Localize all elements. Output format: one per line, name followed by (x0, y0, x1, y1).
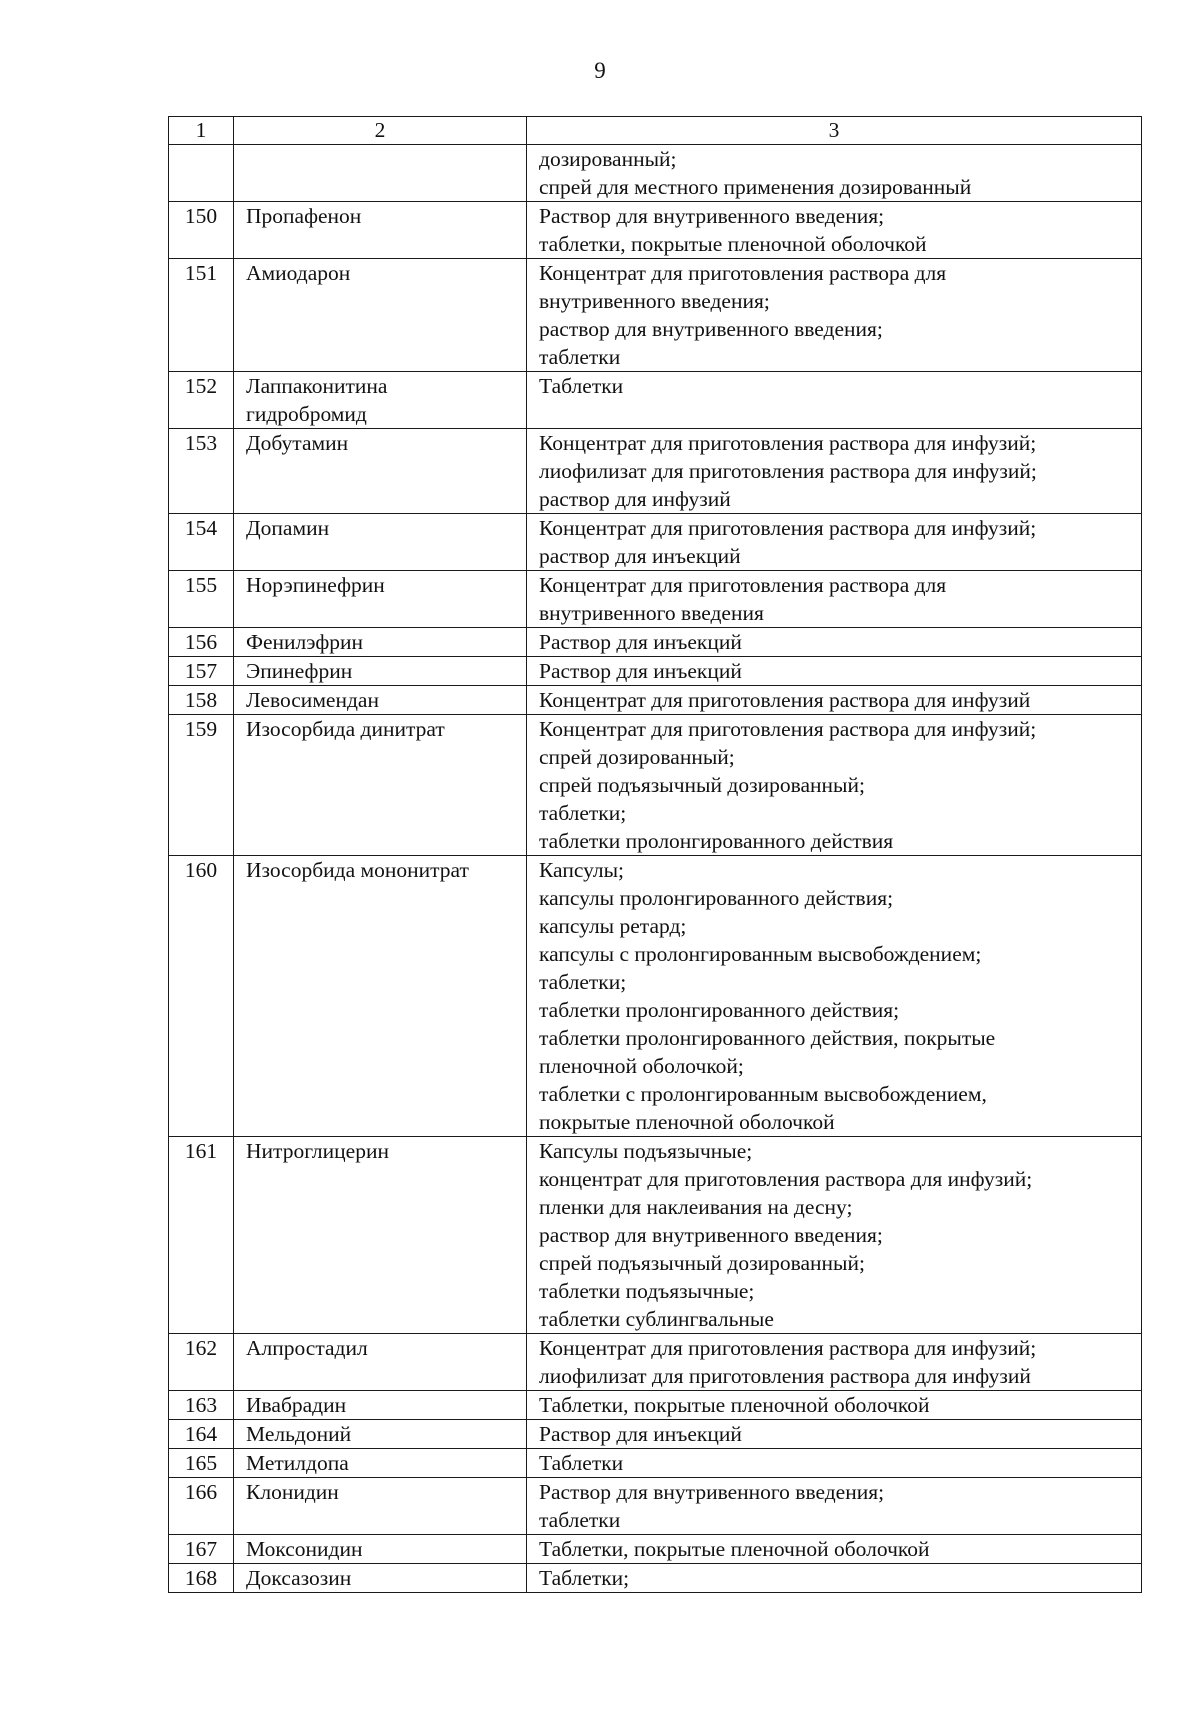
dosage-form-line: Таблетки, покрытые пленочной оболочкой (539, 1537, 930, 1561)
dosage-forms-cell (527, 202, 1142, 259)
drug-name-line: Допамин (246, 516, 330, 540)
dosage-form-line: Таблетки (539, 1451, 624, 1475)
drug-name-line: Доксазозин (246, 1566, 352, 1590)
table-row (169, 1478, 1142, 1535)
drug-name-line: Нитроглицерин (246, 1139, 389, 1163)
dosage-form-line: внутривенного введения; (539, 289, 770, 313)
dosage-form-line: Раствор для инъекций (539, 1422, 742, 1446)
row-number: 165 (169, 1449, 234, 1478)
dosage-form-line: Таблетки; (539, 1566, 630, 1590)
dosage-form-line: Раствор для внутривенного введения; (539, 1480, 885, 1504)
dosage-forms-cell (527, 1420, 1142, 1449)
table-row (169, 657, 1142, 686)
dosage-forms-cell (527, 1535, 1142, 1564)
dosage-form-line: раствор для инфузий (539, 487, 731, 511)
drug-name-cell (234, 1137, 527, 1334)
dosage-form-line: Концентрат для приготовления раствора для инфузий; (539, 431, 1037, 455)
row-number: 168 (169, 1564, 234, 1593)
dosage-form-line: пленочной оболочкой; (539, 1054, 744, 1078)
dosage-forms-cell (527, 686, 1142, 715)
dosage-forms-cell (527, 628, 1142, 657)
dosage-form-line: капсулы с пролонгированным высвобождением; (539, 942, 982, 966)
table-row (169, 259, 1142, 372)
row-number: 166 (169, 1478, 234, 1535)
dosage-form-line: таблетки (539, 1508, 621, 1532)
dosage-form-line: дозированный; (539, 147, 677, 171)
row-number: 151 (169, 259, 234, 372)
row-number: 162 (169, 1334, 234, 1391)
header-col-1: 1 (169, 117, 234, 145)
table-row (169, 686, 1142, 715)
dosage-forms-cell (527, 1478, 1142, 1535)
table-row (169, 514, 1142, 571)
page-number: 9 (594, 58, 606, 83)
drug-name-cell (234, 372, 527, 429)
drug-name-line: Ивабрадин (246, 1393, 347, 1417)
dosage-form-line: спрей дозированный; (539, 745, 735, 769)
drug-name-cell (234, 202, 527, 259)
table-row (169, 1420, 1142, 1449)
dosage-forms-cell (527, 429, 1142, 514)
dosage-form-line: спрей для местного применения дозированный (539, 175, 972, 199)
dosage-form-line: Раствор для внутривенного введения; (539, 204, 885, 228)
row-number: 154 (169, 514, 234, 571)
dosage-form-line: таблетки; (539, 970, 627, 994)
drug-name-line: Амиодарон (246, 261, 351, 285)
drug-name-cell (234, 686, 527, 715)
drug-name-cell (234, 1334, 527, 1391)
drug-name-line: Левосимендан (246, 688, 379, 712)
drug-name-cell (234, 1420, 527, 1449)
dosage-form-line: раствор для инъекций (539, 544, 741, 568)
dosage-forms-cell (527, 856, 1142, 1137)
drug-name-line: Алпростадил (246, 1336, 368, 1360)
row-number: 167 (169, 1535, 234, 1564)
dosage-form-line: Концентрат для приготовления раствора для инфузий (539, 688, 1031, 712)
table-row (169, 715, 1142, 856)
drug-name-cell (234, 1564, 527, 1593)
table-header-row (169, 117, 1142, 145)
dosage-forms-cell (527, 514, 1142, 571)
dosage-form-line: лиофилизат для приготовления раствора для инфузий (539, 1364, 1031, 1388)
drug-name-cell (234, 1391, 527, 1420)
dosage-form-line: капсулы ретард; (539, 914, 687, 938)
dosage-form-line: Капсулы подъязычные; (539, 1139, 753, 1163)
table-row (169, 628, 1142, 657)
drug-table (168, 116, 1142, 1593)
table-row (169, 372, 1142, 429)
drug-name-cell (234, 145, 527, 202)
drug-name-line: Моксонидин (246, 1537, 363, 1561)
dosage-form-line: таблетки с пролонгированным высвобождением, (539, 1082, 987, 1106)
dosage-form-line: раствор для внутривенного введения; (539, 1223, 883, 1247)
dosage-form-line: Концентрат для приготовления раствора для инфузий; (539, 516, 1037, 540)
dosage-forms-cell (527, 571, 1142, 628)
drug-name-cell (234, 259, 527, 372)
dosage-form-line: внутривенного введения (539, 601, 764, 625)
dosage-form-line: таблетки; (539, 801, 627, 825)
dosage-forms-cell (527, 657, 1142, 686)
dosage-form-line: Таблетки (539, 374, 624, 398)
dosage-forms-cell (527, 715, 1142, 856)
dosage-forms-cell (527, 259, 1142, 372)
drug-name-line: Добутамин (246, 431, 349, 455)
dosage-form-line: таблетки пролонгированного действия (539, 829, 894, 853)
dosage-form-line: концентрат для приготовления раствора для инфузий; (539, 1167, 1033, 1191)
row-number: 159 (169, 715, 234, 856)
drug-name-line: гидробромид (246, 402, 367, 426)
drug-name-cell (234, 429, 527, 514)
dosage-form-line: таблетки пролонгированного действия, покрытые (539, 1026, 996, 1050)
dosage-form-line: таблетки сублингвальные (539, 1307, 774, 1331)
row-number: 150 (169, 202, 234, 259)
drug-name-line: Изосорбида мононитрат (246, 858, 469, 882)
drug-name-line: Клонидин (246, 1480, 339, 1504)
dosage-form-line: Концентрат для приготовления раствора для инфузий; (539, 1336, 1037, 1360)
drug-name-cell (234, 715, 527, 856)
drug-name-cell (234, 571, 527, 628)
dosage-form-line: пленки для наклеивания на десну; (539, 1195, 853, 1219)
drug-name-line: Фенилэфрин (246, 630, 364, 654)
row-number: 155 (169, 571, 234, 628)
table-row (169, 429, 1142, 514)
dosage-form-line: таблетки подъязычные; (539, 1279, 755, 1303)
row-number (169, 145, 234, 202)
dosage-form-line: таблетки пролонгированного действия; (539, 998, 900, 1022)
dosage-forms-cell (527, 1137, 1142, 1334)
dosage-form-line: раствор для внутривенного введения; (539, 317, 883, 341)
row-number: 157 (169, 657, 234, 686)
table-body (169, 145, 1142, 1593)
dosage-form-line: капсулы пролонгированного действия; (539, 886, 894, 910)
table-row (169, 571, 1142, 628)
row-number: 152 (169, 372, 234, 429)
dosage-forms-cell (527, 1391, 1142, 1420)
drug-name-line: Мельдоний (246, 1422, 352, 1446)
drug-name-line: Лаппаконитина (246, 374, 388, 398)
table-row (169, 1535, 1142, 1564)
row-number: 160 (169, 856, 234, 1137)
dosage-forms-cell (527, 1449, 1142, 1478)
table-row (169, 1449, 1142, 1478)
dosage-form-line: Таблетки, покрытые пленочной оболочкой (539, 1393, 930, 1417)
table-row (169, 202, 1142, 259)
table-row (169, 1334, 1142, 1391)
row-number: 153 (169, 429, 234, 514)
table-row (169, 856, 1142, 1137)
row-number: 164 (169, 1420, 234, 1449)
dosage-forms-cell (527, 372, 1142, 429)
dosage-form-line: лиофилизат для приготовления раствора для инфузий; (539, 459, 1037, 483)
dosage-form-line: Капсулы; (539, 858, 625, 882)
table-row (169, 1564, 1142, 1593)
drug-name-cell (234, 1449, 527, 1478)
drug-name-cell (234, 657, 527, 686)
drug-name-cell (234, 856, 527, 1137)
drug-name-line: Эпинефрин (246, 659, 353, 683)
table-row (169, 1391, 1142, 1420)
row-number: 156 (169, 628, 234, 657)
drug-name-cell (234, 1478, 527, 1535)
row-number: 158 (169, 686, 234, 715)
header-col-2: 2 (234, 117, 527, 145)
dosage-forms-cell (527, 1564, 1142, 1593)
drug-name-cell (234, 628, 527, 657)
dosage-form-line: Концентрат для приготовления раствора для (539, 573, 947, 597)
dosage-form-line: спрей подъязычный дозированный; (539, 1251, 865, 1275)
dosage-form-line: Концентрат для приготовления раствора для инфузий; (539, 717, 1037, 741)
drug-name-line: Метилдопа (246, 1451, 349, 1475)
dosage-form-line: таблетки, покрытые пленочной оболочкой (539, 232, 927, 256)
drug-name-line: Пропафенон (246, 204, 362, 228)
dosage-forms-cell (527, 1334, 1142, 1391)
row-number: 163 (169, 1391, 234, 1420)
drug-name-cell (234, 514, 527, 571)
dosage-form-line: спрей подъязычный дозированный; (539, 773, 865, 797)
dosage-form-line: Концентрат для приготовления раствора для (539, 261, 947, 285)
drug-name-line: Изосорбида динитрат (246, 717, 445, 741)
table-row (169, 1137, 1142, 1334)
dosage-forms-cell (527, 145, 1142, 202)
dosage-form-line: Раствор для инъекций (539, 659, 742, 683)
row-number: 161 (169, 1137, 234, 1334)
dosage-form-line: покрытые пленочной оболочкой (539, 1110, 835, 1134)
dosage-form-line: таблетки (539, 345, 621, 369)
drug-name-line: Норэпинефрин (246, 573, 385, 597)
header-col-3: 3 (527, 117, 1142, 145)
dosage-form-line: Раствор для инъекций (539, 630, 742, 654)
table-row (169, 145, 1142, 202)
drug-name-cell (234, 1535, 527, 1564)
